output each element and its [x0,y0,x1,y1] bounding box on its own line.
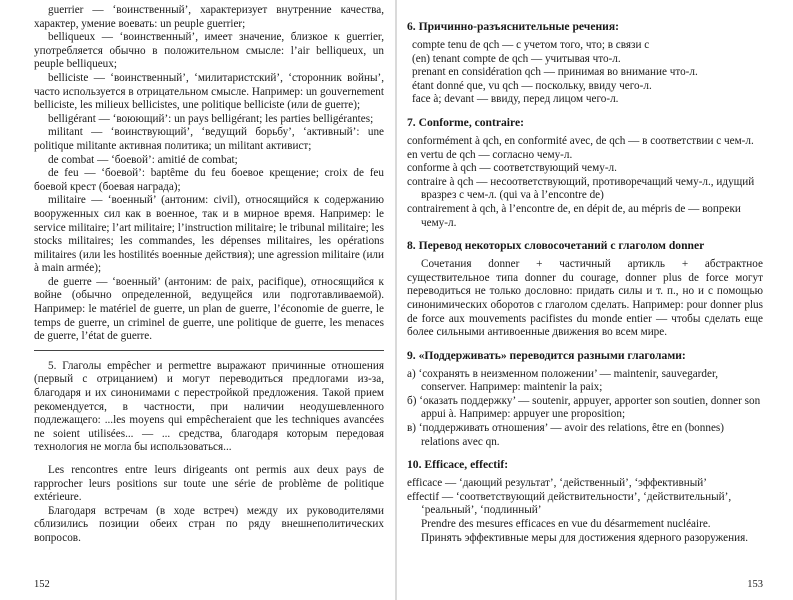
entry-de-combat: de combat — ‘боевой’: amitié de combat; [48,153,238,166]
entry-guerrier: guerrier — ‘воинственный’, характеризует внутренние качества, характер, умение воевать: un peuple guerrier; [34,4,384,30]
section-5-text: 5. Глаголы empêcher и permettre выражают причинные отношения (первый с отрицанием) и могут переводиться предлогами из-за, благодаря и их синонимами с перестройкой предложения. Такой прием рекомендуется, в частности, при наличии неодушевленного подлежащего: ...les moyens qui empêcheraient que les techniques avancées ne soient utilisées... — ... средства, благодаря которым передовая технология не могла бы использоваться... [34,359,384,454]
entry-militant: militant — ‘воинствующий’, ‘ведущий борьбу’, ‘активный’: une politique militante активная политика; un militant активист; [34,126,384,152]
entry-militaire: militaire — ‘военный’ (антоним: civil), относящийся к содержанию вооруженных сил как в военное, так и в мирное время. Например: le service militaire; l’art militaire; l’instruction militaire; le tribunal militaire; les stocks militaires; les commandes, les dépenses militaires, les opérations militaires (или les hostilités военные действия); une agression militaire (или à main armée); [34,194,384,275]
example-french: Prendre des mesures efficaces en vue du désarmement nucléaire. [421,518,711,531]
list-item: contrairement à qch, à l’encontre de, en dépit de, au mépris de — вопреки чему-л. [407,202,741,229]
entry-belliqueux: belliqueux — ‘воинственный’, имеет значение, близкое к guerrier, употребляется обычно в положительном смысле: l’air belliqueux, un peuple belliqueux; [34,31,384,71]
list-item: efficace — ‘дающий результат’, ‘действенный’, ‘эффективный’ [407,477,707,490]
example-french: Les rencontres entre leurs dirigeants ont permis aux deux pays de rapprocher leurs positions sur toute une série de problème de politique extérieure. [34,464,384,504]
entry-de-guerre: de guerre — ‘военный’ (антоним: de paix, pacifique), относящийся к войне (обычно определенной, ведущейся или подготавливаемой). Например: le matériel de guerre, un plan de guerre, l’économie de guerre, le temps de guerre, un criminel de guerre, une politique de guerre, les menaces de guerre, l’état de guerre. [34,275,384,343]
list-item: conformément à qch, en conformité avec, de qch — в соответствии с чем-л. [407,134,754,147]
section-8-text: Сочетания donner + частичный артикль + абстрактное существительное типа donner du courage, donner plus de force могут переводиться не только дословно: придать силы и т. п., но и с помощью синонимических оборотов с глаголом сделать. Например: pour donner plus de force aux mouvements pacifistes du monde entier — чтобы сделать еще более сильными антивоенные движения во всем мире. [407,258,763,339]
entry-belliciste: belliciste — ‘воинственный’, ‘милитаристский’, ‘сторонник войны’, часто используется в отрицательном смысле. Например: un gouvernement belliciste, les milieux bellicistes, une politique belliciste (или de guerre); [34,71,384,112]
list-item: prenant en considération qch — принимая во внимание что-л. [412,66,698,79]
section-9-heading: 9. «Поддерживать» переводится разными глаголами: [407,348,686,362]
entry-belligerant: belligérant — ‘воюющий’: un pays belligérant; les parties belligérantes; [48,112,374,125]
page-number-left: 152 [34,579,50,590]
section-7-heading: 7. Conforme, contraire: [407,115,524,129]
list-item: conforme à qch — соответствующий чему-л. [407,162,617,175]
list-item: en vertu de qch — согласно чему-л. [407,148,573,161]
example-russian: Принять эффективные меры для достижения ядерного разоружения. [421,531,749,544]
page-number-right: 153 [747,579,763,590]
list-item: (en) tenant compte de qch — учитывая что-л. [412,52,621,65]
list-item: compte tenu de qch — с учетом того, что; в связи с [412,39,650,51]
list-item: étant donné que, vu qch — поскольку, ввиду чего-л. [412,79,652,92]
list-item: face à; devant — ввиду, перед лицом чего-л. [412,93,619,106]
list-item: contraire à qch — несоответствующий, противоречащий чему-л., идущий вразрез с чем-л. (qui va à l’encontre de) [407,175,755,202]
right-page [397,0,793,600]
section-10-heading: 10. Efficace, effectif: [407,458,509,472]
list-item: а) ‘сохранять в неизменном положении’ — maintenir, sauvegarder, conserver. Например: maintenir la paix; [407,367,719,394]
example-russian: Благодаря встречам (в ходе встреч) между их руководителями сблизились позиции обеих стран по ряду внешнеполитических вопросов. [34,504,384,544]
left-page [0,0,396,600]
list-item: effectif — ‘соответствующий действительности’, ‘действительный’, ‘реальный’, ‘подлинный’ [407,490,732,517]
section-divider [34,350,384,351]
list-item: в) ‘поддерживать отношения’ — avoir des relations, être en (bonnes) relations avec qn. [407,422,725,448]
section-8-heading: 8. Перевод некоторых словосочетаний с глаголом donner [407,239,705,253]
section-6-heading: 6. Причинно-разъяснительные речения: [407,20,619,33]
entry-de-feu: de feu — ‘боевой’: baptême du feu боевое крещение; croix de feu боевой крест (боевая награда); [34,167,384,193]
list-item: б) ‘оказать поддержку’ — soutenir, appuyer, apporter son soutien, donner son appui à. Например: appuyer une proposition; [407,394,761,421]
